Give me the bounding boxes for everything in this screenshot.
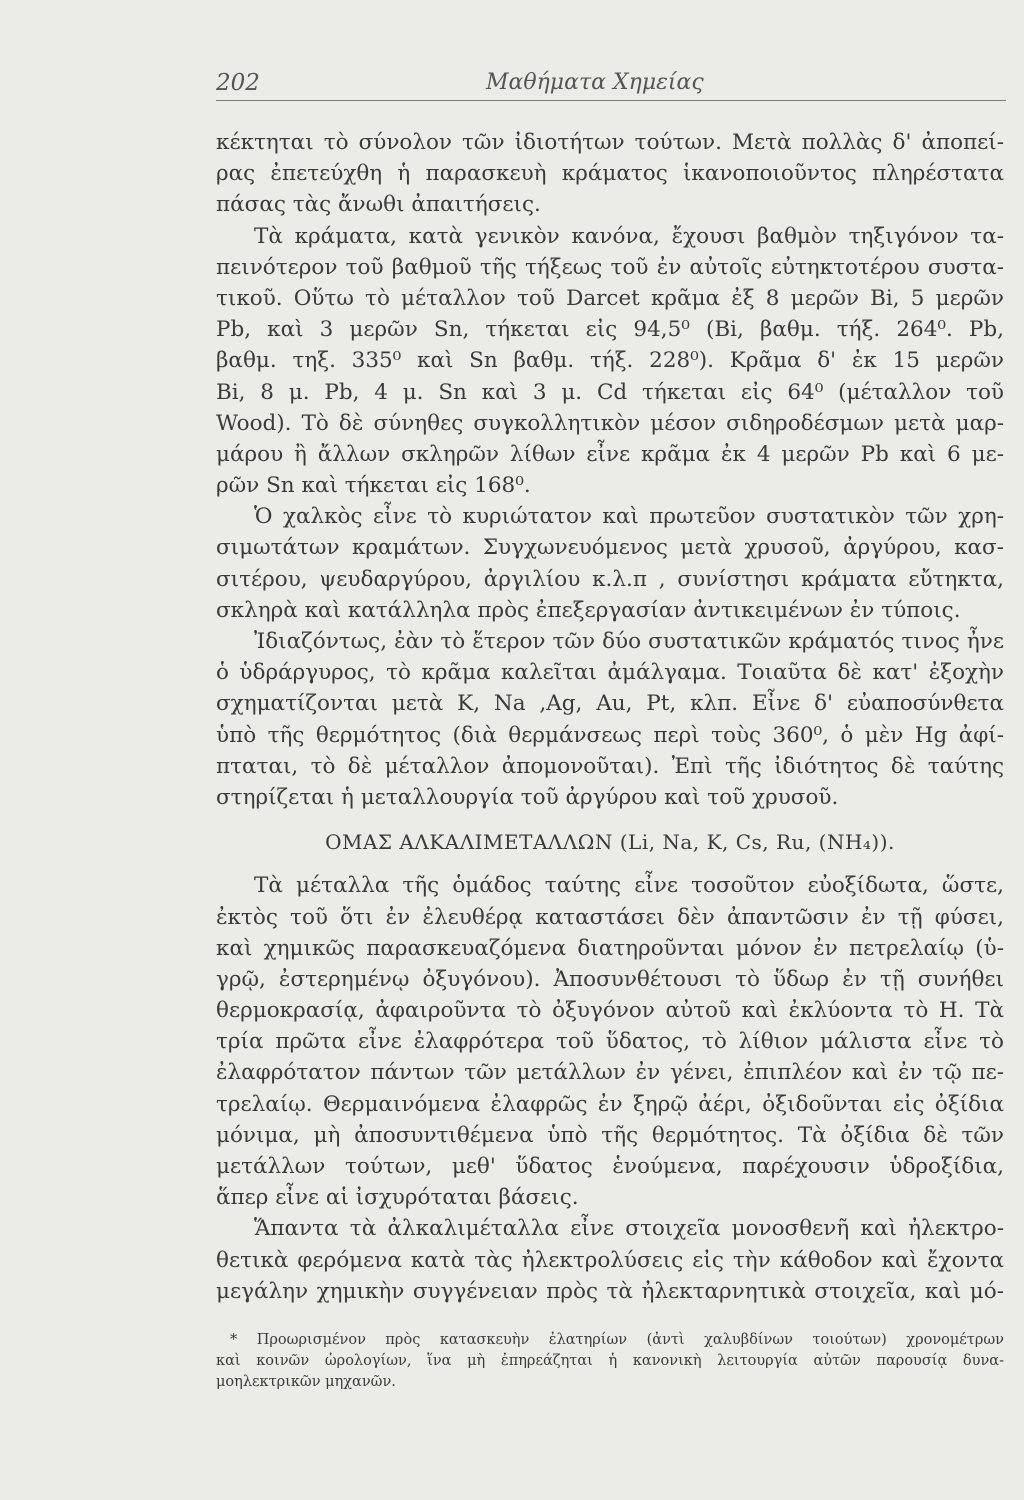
text-line: ἐλαφρότατον πάντων τῶν μετάλλων ἐν γένει, ἐπιπλέον καὶ ἐν τῷ πε- (216, 1060, 1004, 1086)
text-line: Ἰδιαζόντως, ἐὰν τὸ ἕτερον τῶν δύο συστατικῶν κράματός τινος ἦνε (254, 629, 1004, 654)
text-line: Τὰ κράματα, κατὰ γενικὸν κανόνα, ἔχουσι βαθμὸν τηξιγόνον τα- (254, 223, 1004, 249)
text-line: μόνιμα, μὴ ἀποσυντιθέμενα ὑπὸ τῆς θερμότητος. Τὰ ὀξίδια δὲ τῶν (216, 1122, 1004, 1148)
footnote-line: καὶ κοινῶν ὡρολογίων, ἵνα μὴ ἐπηρεάζηται ἡ κανονικὴ λειτουργία αὐτῶν παρουσίᾳ δυνα- (216, 1353, 1004, 1369)
text-line: Wood). Τὸ δὲ σύνηθες συγκολλητικὸν μέσον σιδηροδέσμων μετὰ μαρ- (216, 410, 1004, 436)
text-line: ἐκτὸς τοῦ ὅτι ἐν ἐλευθέρᾳ καταστάσει δὲν ἀπαντῶσιν ἐν τῇ φύσει, (216, 904, 1004, 930)
text-line: ρῶν Sn καὶ τήκεται εἰς 168⁰. (216, 473, 531, 499)
text-line: ρας ἐπετεύχθη ἡ παρασκευὴ κράματος ἱκανοποιοῦντος πληρέστατα (216, 161, 1004, 187)
text-line: τρελαίῳ. Θερμαινόμενα ἐλαφρῶς ἐν ξηρῷ ἀέρι, ὀξιδοῦνται εἰς ὀξίδια (216, 1091, 1004, 1117)
text-line: καὶ χημικῶς παρασκευαζόμενα διατηροῦνται μόνον ἐν πετρελαίῳ (ὑ- (216, 935, 1004, 961)
text-line: σιτέρου, ψευδαργύρου, ἀργιλίου κ.λ.π , συνίστησι κράματα εὔτηκτα, (216, 566, 1004, 592)
text-line: Τὰ μέταλλα τῆς ὁμάδος ταύτης εἶνε τοσοῦτον εὐοξίδωτα, ὥστε, (254, 873, 1004, 899)
text-line: τρία πρῶτα εἶνε ἐλαφρότερα τοῦ ὕδατος, τὸ λίθιον μάλιστα εἶνε τὸ (216, 1029, 1004, 1055)
page-header (216, 70, 1006, 101)
body-text (216, 127, 1004, 1307)
text-line: πεινότερον τοῦ βαθμοῦ τῆς τήξεως τοῦ ἐν αὐτοῖς εὐτηκτοτέρου συστα- (216, 254, 1004, 280)
text-line: Ὁ χαλκὸς εἶνε τὸ κυριώτατον καὶ πρωτεῦον συστατικὸν τῶν χρη- (254, 504, 1004, 530)
text-line: κέκτηται τὸ σύνολον τῶν ἰδιοτήτων τούτων. Μετὰ πολλὰς δ' ἀποπεί- (216, 130, 1004, 155)
text-line: Bi, 8 μ. Pb, 4 μ. Sn καὶ 3 μ. Cd τήκεται εἰς 64⁰ (μέταλλον τοῦ (216, 379, 1004, 405)
text-line: μεγάλην χημικὴν συγγένειαν πρὸς τὰ ἠλεκταρνητικὰ στοιχεῖα, καὶ μό- (216, 1278, 1004, 1304)
footnote-line: μοηλεκτρικῶν μηχανῶν. (216, 1374, 396, 1390)
text-line: θετικὰ φερόμενα κατὰ τὰς ἠλεκτρολύσεις εἰς τὴν κάθοδον καὶ ἔχοντα (216, 1247, 1004, 1273)
text-line: ὁ ὑδράργυρος, τὸ κρᾶμα καλεῖται ἀμάλγαμα. Τοιαῦτα δὲ κατ' ἐξοχὴν (216, 660, 1004, 686)
text-line: ὑπὸ τῆς θερμότητος (διὰ θερμάνσεως περὶ τοὺς 360⁰, ὁ μὲν Hg ἀφί- (216, 722, 1004, 748)
section-heading: ΟΜΑΣ ΑΛΚΑΛΙΜΕΤΑΛΛΩΝ (Li, Na, K, Cs, Ru, (NH₄)). (325, 830, 895, 855)
text-line: πάσας τὰς ἄνωθι ἀπαιτήσεις. (216, 192, 541, 218)
text-line: μάρου ἢ ἄλλων σκληρῶν λίθων εἶνε κρᾶμα ἐκ 4 μερῶν Pb καὶ 6 με- (216, 441, 1004, 467)
text-line: στηρίζεται ἡ μεταλλουργία τοῦ ἀργύρου καὶ τοῦ χρυσοῦ. (216, 784, 839, 810)
text-line: σκληρὰ καὶ κατάλληλα πρὸς ἐπεξεργασίαν ἀντικειμένων ἐν τύποις. (216, 597, 961, 623)
text-line: σιμωτάτων κραμάτων. Συγχωνευόμενος μετὰ χρυσοῦ, ἀργύρου, κασ- (216, 535, 1004, 561)
text-line: σχηματίζονται μετὰ K, Na ,Ag, Au, Pt, κλπ. Εἶνε δ' εὐαποσύνθετα (216, 691, 1004, 717)
text-line: Ἅπαντα τὰ ἀλκαλιμέταλλα εἶνε στοιχεῖα μονοσθενῆ καὶ ἠλεκτρο- (254, 1216, 1004, 1242)
text-line: γρῷ, ἐστερημένῳ ὀξυγόνου). Ἀποσυνθέτουσι τὸ ὕδωρ ἐν τῇ συνήθει (216, 966, 1004, 992)
running-title: Μαθήματα Χημείας (486, 70, 704, 95)
text-line: τικοῦ. Οὕτω τὸ μέταλλον τοῦ Darcet κρᾶμα ἐξ 8 μερῶν Bi, 5 μερῶν (216, 285, 1004, 311)
footnote (216, 1330, 1004, 1393)
text-line: ἅπερ εἶνε αἱ ἰσχυρόταται βάσεις. (216, 1185, 579, 1211)
page-number: 202 (216, 70, 260, 96)
text-line: μετάλλων τούτων, μεθ' ὕδατος ἑνούμενα, παρέχουσιν ὑδροξίδια, (216, 1154, 1004, 1179)
text-line: θερμοκρασίᾳ, ἀφαιροῦντα τὸ ὀξυγόνον αὐτοῦ καὶ ἐκλύοντα τὸ H. Τὰ (216, 998, 1004, 1024)
text-line: Pb, καὶ 3 μερῶν Sn, τήκεται εἰς 94,5⁰ (Bi, βαθμ. τήξ. 264⁰. Pb, (216, 317, 1004, 343)
text-line: πταται, τὸ δὲ μέταλλον ἀπομονοῦται). Ἐπὶ τῆς ἰδιότητος δὲ ταύτης (216, 753, 1004, 779)
text-line: βαθμ. τηξ. 335⁰ καὶ Sn βαθμ. τήξ. 228⁰). Κρᾶμα δ' ἐκ 15 μερῶν (216, 348, 1004, 374)
footnote-line: * Προωρισμένον πρὸς κατασκευὴν ἐλατηρίων (ἀντὶ χαλυβδίνων τοιούτων) χρονομέτρων (230, 1332, 1004, 1348)
